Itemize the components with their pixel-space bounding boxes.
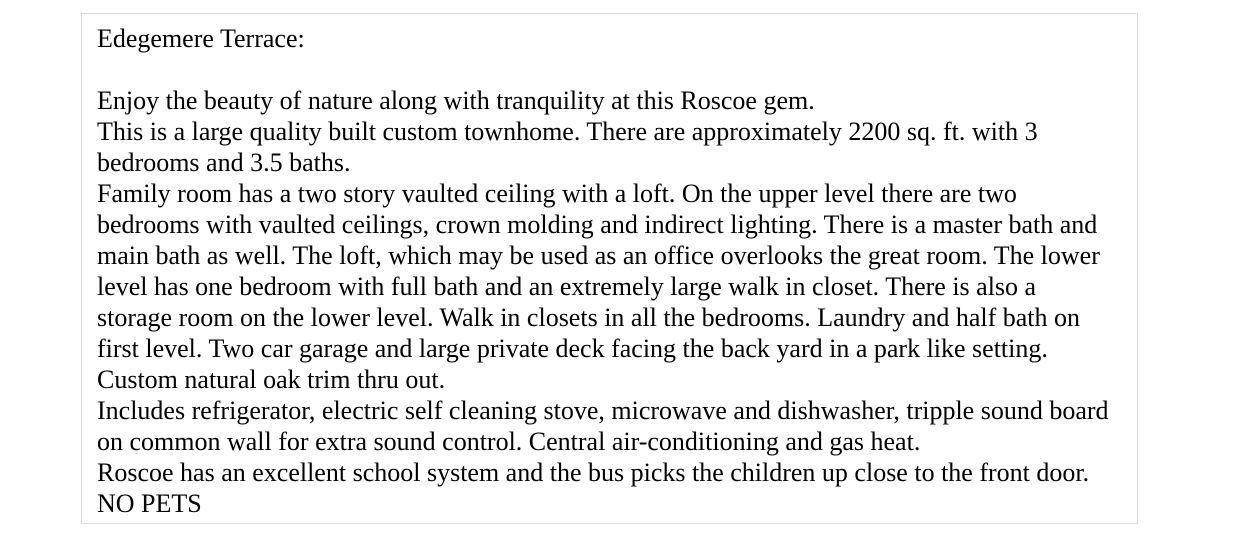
listing-line: first level. Two car garage and large private deck facing the back yard in a park like setting. <box>97 334 1048 363</box>
listing-line: main bath as well. The loft, which may be used as an office overlooks the great room. The lower <box>97 241 1100 270</box>
listing-line: NO PETS <box>97 489 202 518</box>
listing-line: This is a large quality built custom townhome. There are approximately 2200 sq. ft. with 3 <box>97 117 1038 146</box>
listing-line: on common wall for extra sound control. Central air-conditioning and gas heat. <box>97 427 921 456</box>
listing-title: Edegemere Terrace: <box>97 24 305 53</box>
listing-line: Enjoy the beauty of nature along with tranquility at this Roscoe gem. <box>97 86 815 115</box>
listing-line: bedrooms and 3.5 baths. <box>97 148 351 177</box>
listing-line: Family room has a two story vaulted ceiling with a loft. On the upper level there are two <box>97 179 1017 208</box>
listing-description-box <box>81 13 1138 524</box>
listing-line: Roscoe has an excellent school system and the bus picks the children up close to the front door. <box>97 458 1090 487</box>
listing-line: Custom natural oak trim thru out. <box>97 365 446 394</box>
listing-line: level has one bedroom with full bath and an extremely large walk in closet. There is also a <box>97 272 1037 301</box>
listing-line: Includes refrigerator, electric self cleaning stove, microwave and dishwasher, tripple sound board <box>97 396 1109 425</box>
listing-line: bedrooms with vaulted ceilings, crown molding and indirect lighting. There is a master bath and <box>97 210 1098 239</box>
blank-line <box>97 54 1132 85</box>
listing-line: storage room on the lower level. Walk in closets in all the bedrooms. Laundry and half bath on <box>97 303 1081 332</box>
